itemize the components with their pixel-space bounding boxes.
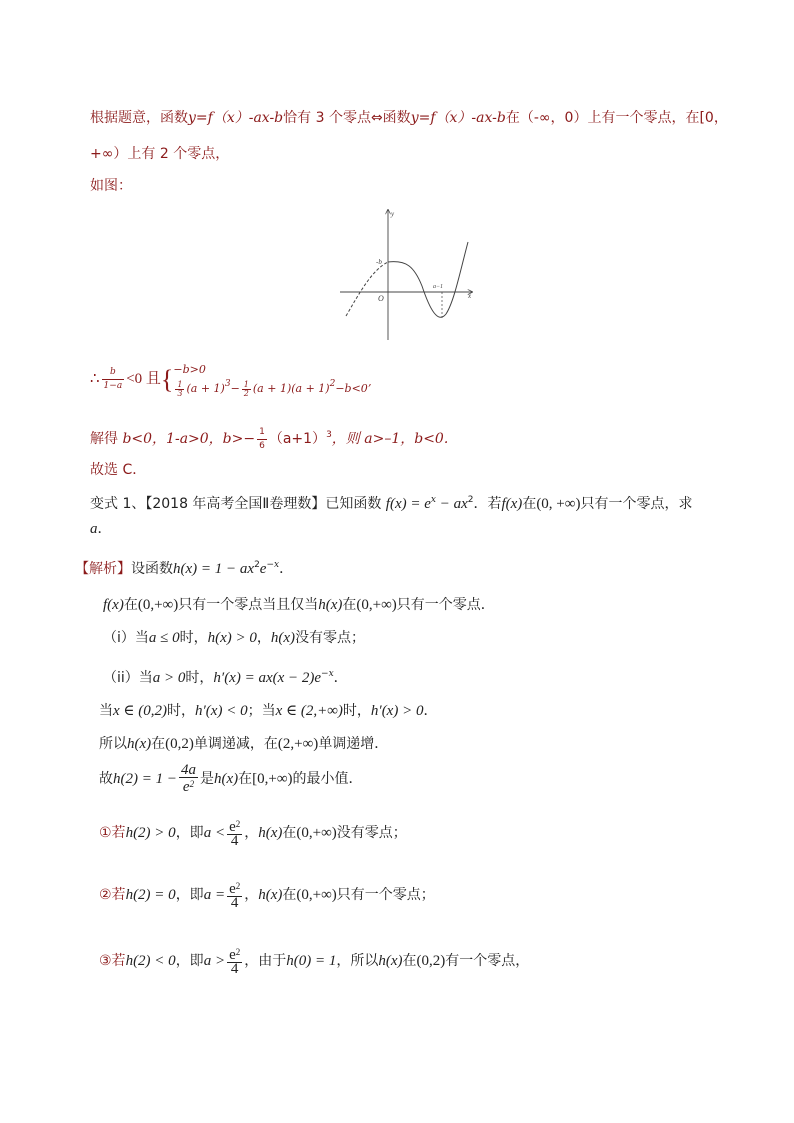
fraction-b-over-1-a: $\frac{b}{1-a}$ xyxy=(103,367,123,392)
curve-dashed xyxy=(346,262,388,316)
case-2: ②若h(2) = 0，即a = $\frac{e^2}{4}$ ，h(x)在(0,+∞)只有一个零点； xyxy=(99,881,435,911)
label-x: x xyxy=(468,292,472,300)
left-brace: { xyxy=(160,364,174,394)
analysis-line-4: 当x ∈ (0,2)时，h′(x) < 0；当x ∈ (2,+∞)时，h′(x) > 0． xyxy=(99,703,438,719)
label-a-minus-1: a−1 xyxy=(433,284,444,290)
case-3: ③若h(2) < 0，即a > $\frac{e^2}{4}$ ，由于h(0) = 1，所以h(x)在(0,2)有一个零点， xyxy=(99,947,530,977)
analysis-line-2: （i）当a ≤ 0时，h(x) > 0，h(x)没有零点； xyxy=(103,630,366,646)
analysis-line-1: f(x)在(0,+∞)只有一个零点当且仅当h(x)在(0,+∞)只有一个零点． xyxy=(103,597,495,613)
paragraph-zero-count: 根据题意，函数y=f（x）-ax-b恰有 3 个零点⇔函数y=f（x）-ax-b在（-∞，0）上有一个零点，在[0， xyxy=(90,110,728,126)
fraction-4a-over-e2: $\frac{4a}{e^2}$ xyxy=(180,762,196,795)
label-b: -b xyxy=(376,258,382,266)
analysis-line-6: 故h(2) = 1 − $\frac{4a}{e^2}$ 是h(x)在[0,+∞)的最小值． xyxy=(99,762,363,795)
solve-line: 解得 b<0，1-a>0，b>− $\frac{1}{6}$ $(a+1)^3$，则 a>–1，b<0. xyxy=(90,426,449,451)
as-shown-label: 如图： xyxy=(90,178,132,194)
case-1: ①若h(2) > 0，即a < $\frac{e^2}{4}$ ，h(x)在(0,+∞)没有零点； xyxy=(99,819,407,849)
analysis-line-5: 所以h(x)在(0,2)单调递减，在(2,+∞)单调递增． xyxy=(99,736,389,752)
variant-problem: 变式 1、【2018 年高考全国Ⅱ卷理数】已知函数 $f(x) = e^x - ax^2$．若f(x)在(0, +∞)只有一个零点，求 xyxy=(90,495,693,512)
analysis-tag: 【解析】 xyxy=(75,561,131,577)
function-graph xyxy=(338,206,478,342)
paragraph-zero-count-cont: +∞）上有 2 个零点， xyxy=(90,146,230,162)
variant-problem-cont: a． xyxy=(90,521,112,537)
inequality-system: −b>0 $\frac{1}{3}$ $(a + 1)^3-$ $\frac{1}{2}$ $(a + 1)(a + 1)^2-b<0$’ xyxy=(173,363,372,398)
analysis-line-3: （ii）当a > 0时，$h'(x) = ax(x - 2)e^{-x}$． xyxy=(103,669,348,686)
analysis-intro: 【解析】设函数$h(x) = 1 - ax^2e^{-x}$． xyxy=(75,560,294,577)
curve-solid xyxy=(388,242,468,317)
condition-line: ∴ $\frac{b}{1-a}$ <0 且{ −b>0 $\frac{1}{3}$ $(a + 1)^3-$ $\frac{1}{2}$ $(a + 1)(a + 1)^2-b<0$’ xyxy=(90,363,372,398)
label-origin: O xyxy=(378,294,384,303)
label-y: y xyxy=(391,210,395,218)
choose-answer: 故选 C． xyxy=(90,462,147,478)
